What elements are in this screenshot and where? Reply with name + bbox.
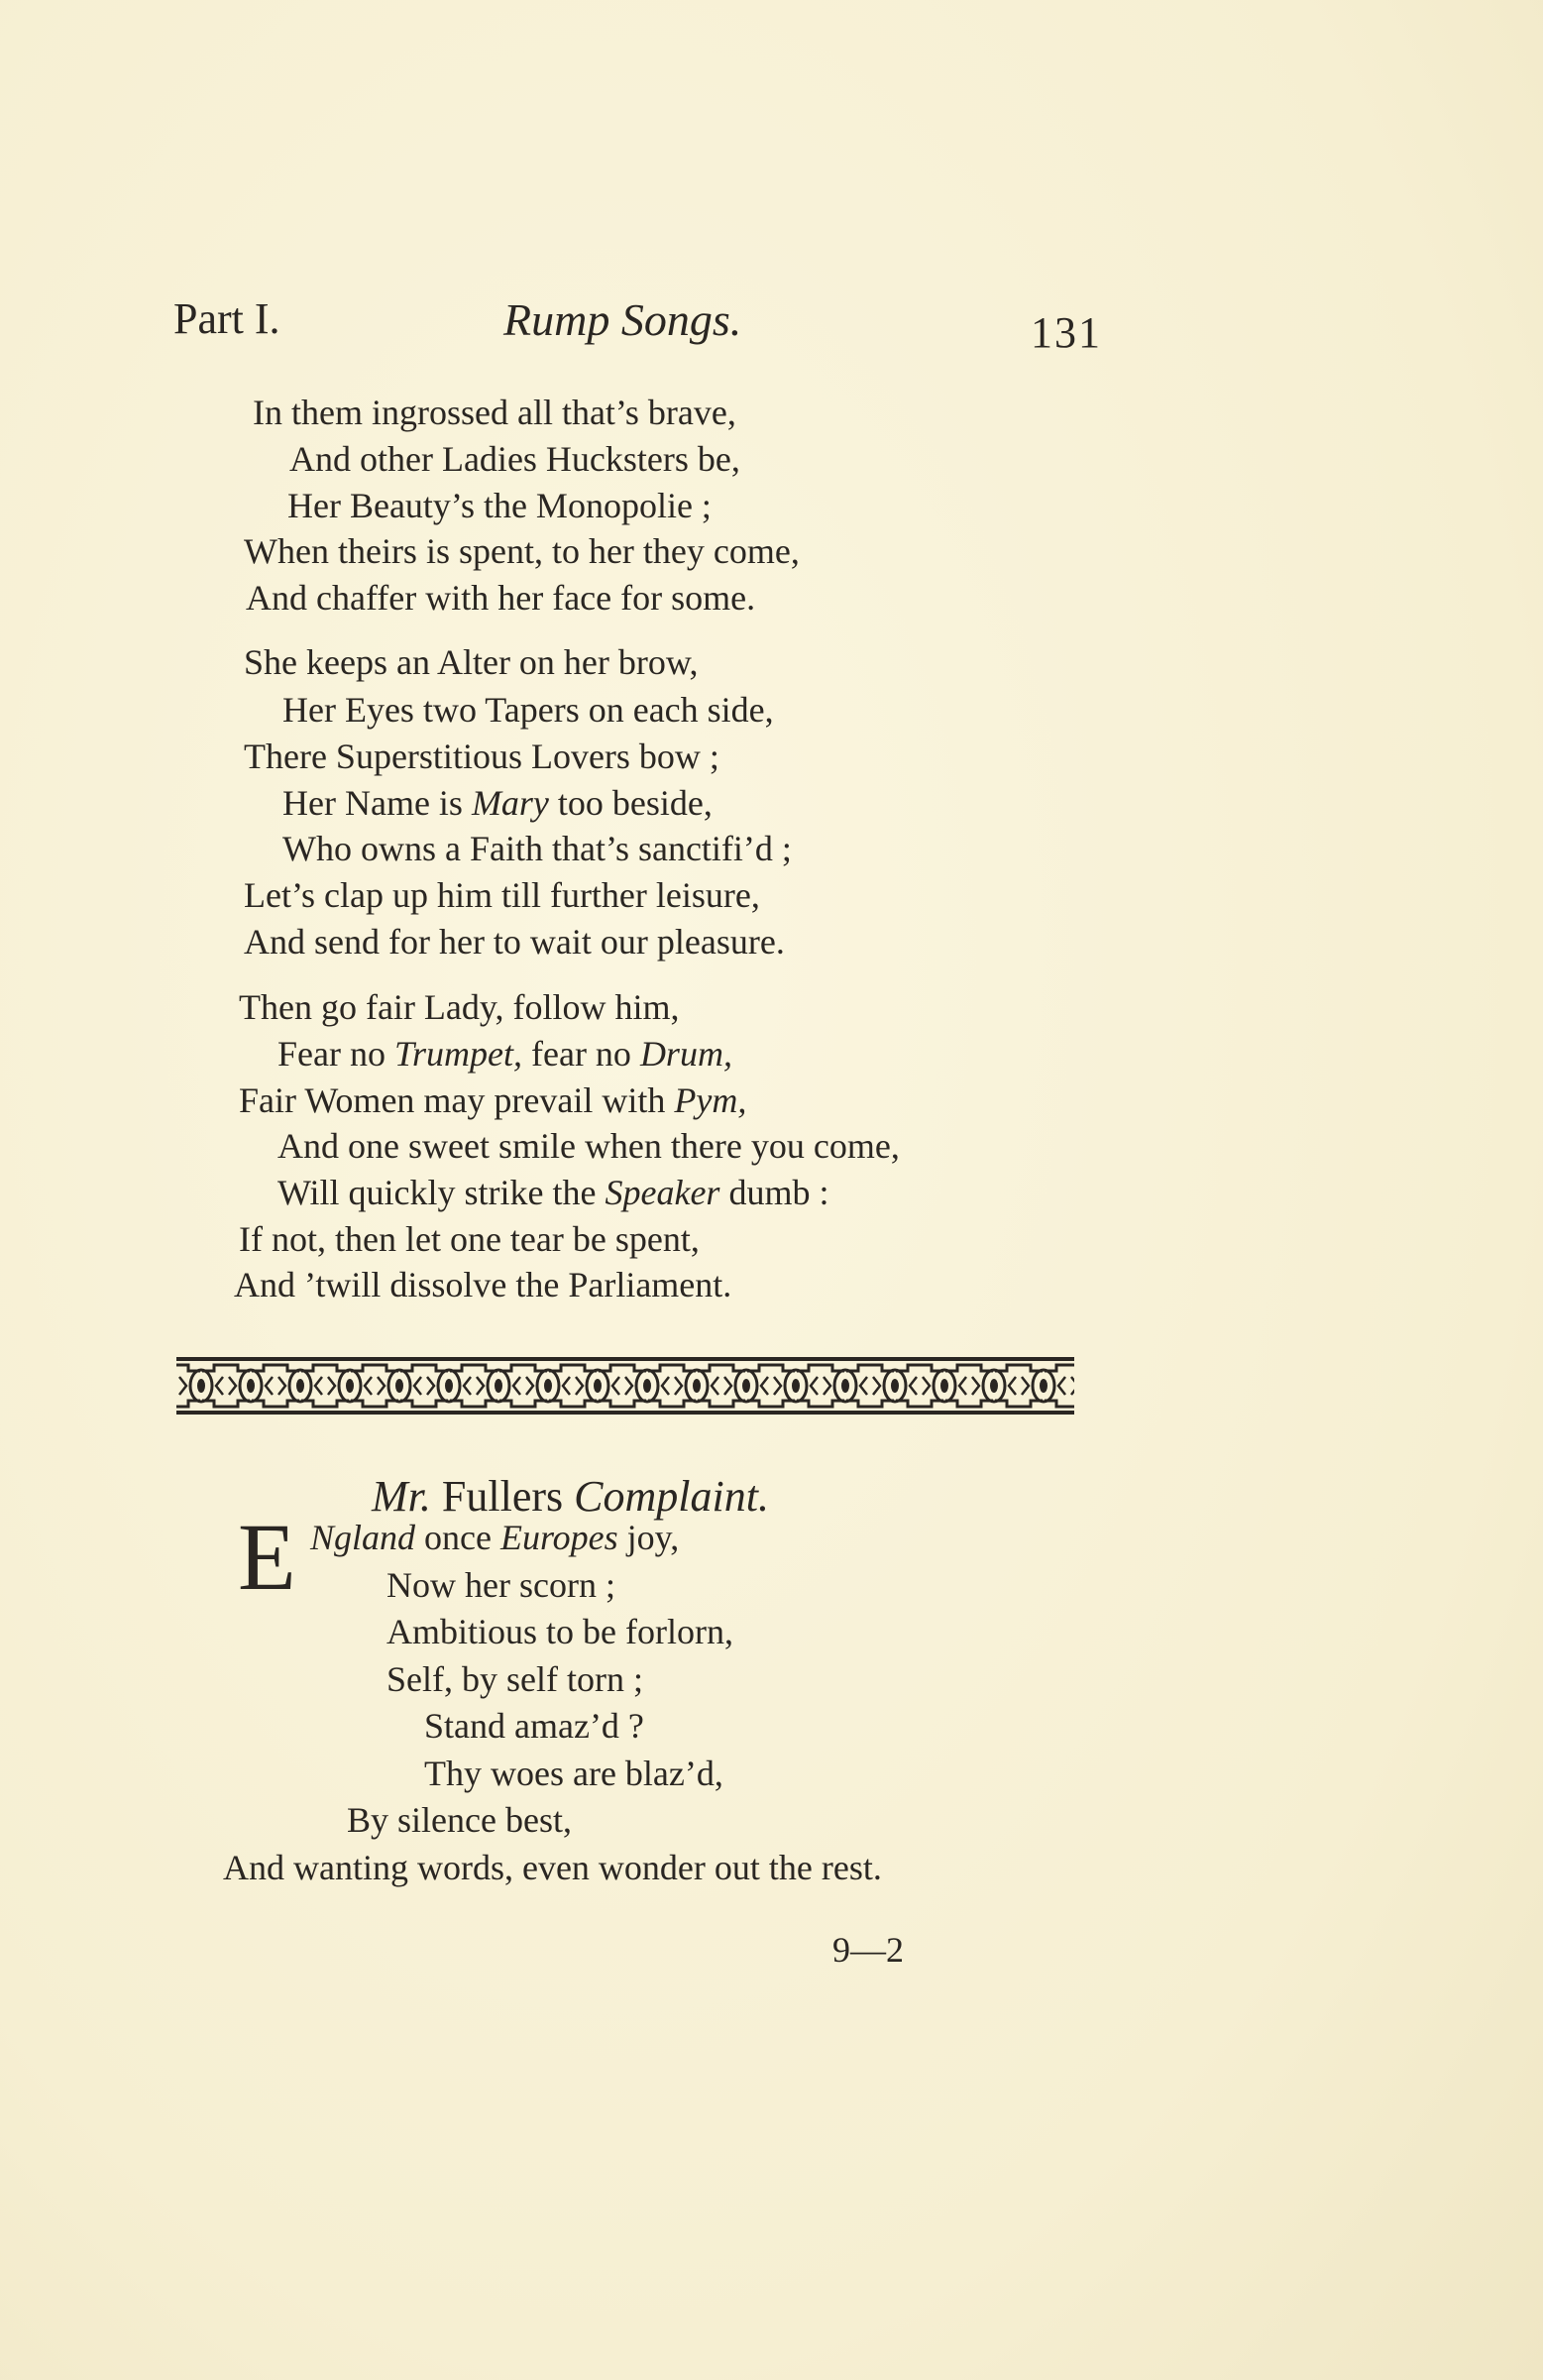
title-middle: Fullers bbox=[430, 1472, 575, 1521]
verse-line bbox=[239, 989, 680, 1025]
drop-cap: E bbox=[238, 1504, 296, 1610]
line-segment: Fair Women may prevail with bbox=[239, 1080, 675, 1120]
line-segment: Will quickly strike the bbox=[277, 1173, 606, 1212]
line-segment: Speaker bbox=[605, 1173, 720, 1212]
poem-title bbox=[372, 1471, 769, 1522]
verse-line bbox=[347, 1802, 572, 1838]
line-segment: And send for her to wait our pleasure. bbox=[244, 922, 785, 962]
verse-line bbox=[282, 692, 774, 728]
verse-line bbox=[282, 831, 792, 866]
signature-mark: 9—2 bbox=[832, 1930, 904, 1970]
verse-line bbox=[386, 1661, 643, 1697]
line-segment: Fear no bbox=[277, 1034, 394, 1074]
line-segment: Then go fair Lady, follow him, bbox=[239, 987, 680, 1027]
line-segment: too beside, bbox=[548, 783, 713, 823]
line-segment: Drum, bbox=[639, 1034, 732, 1074]
line-segment: Let’s clap up him till further leisure, bbox=[244, 875, 760, 915]
verse-line bbox=[277, 1036, 732, 1072]
verse-line bbox=[234, 1267, 731, 1303]
title-suffix: Complaint. bbox=[574, 1472, 769, 1521]
running-header bbox=[0, 293, 1543, 363]
verse-line bbox=[244, 924, 785, 960]
line-segment: Europes bbox=[499, 1518, 618, 1557]
verse-line bbox=[223, 1850, 882, 1885]
line-segment: Her Name is bbox=[282, 783, 472, 823]
page-number: 131 bbox=[1031, 308, 1102, 357]
verse-line bbox=[282, 785, 713, 821]
verse-line bbox=[287, 488, 712, 523]
line-segment: dumb : bbox=[719, 1173, 829, 1212]
line-segment: And one sweet smile when there you come, bbox=[277, 1126, 900, 1166]
line-segment: By silence best, bbox=[347, 1800, 572, 1840]
verse-line bbox=[244, 644, 699, 680]
verse-line bbox=[386, 1614, 733, 1649]
line-segment: Who owns a Faith that’s sanctifi’d ; bbox=[282, 829, 792, 868]
verse-line bbox=[246, 580, 755, 616]
line-segment: once bbox=[415, 1518, 500, 1557]
line-segment: There Superstitious Lovers bow ; bbox=[244, 737, 719, 776]
line-segment: Now her scorn ; bbox=[386, 1565, 615, 1605]
line-segment: And other Ladies Hucksters be, bbox=[289, 439, 740, 479]
verse-line bbox=[244, 877, 760, 913]
verse-line bbox=[289, 441, 740, 477]
decorative-border-ornament bbox=[176, 1351, 1074, 1420]
line-segment: If not, then let one tear be spent, bbox=[239, 1219, 700, 1259]
line-segment: Trumpet, bbox=[393, 1034, 522, 1074]
line-segment: She keeps an Alter on her brow, bbox=[244, 642, 699, 682]
line-segment: Her Beauty’s the Monopolie ; bbox=[287, 486, 712, 525]
line-segment: Self, by self torn ; bbox=[386, 1659, 643, 1699]
line-segment: Mary bbox=[471, 783, 549, 823]
verse-line bbox=[310, 1520, 679, 1555]
line-segment: Ngland bbox=[310, 1518, 416, 1557]
verse-line bbox=[277, 1175, 828, 1210]
line-segment: And ’twill dissolve the Parliament. bbox=[234, 1265, 732, 1304]
line-segment: In them ingrossed all that’s brave, bbox=[253, 393, 736, 432]
verse-line bbox=[244, 533, 800, 569]
line-segment: fear no bbox=[522, 1034, 640, 1074]
line-segment: Stand amaz’d ? bbox=[424, 1706, 644, 1746]
line-segment: When theirs is spent, to her they come, bbox=[244, 531, 800, 571]
title-prefix: Mr. bbox=[372, 1472, 431, 1521]
verse-line bbox=[277, 1128, 900, 1164]
verse-line bbox=[424, 1708, 644, 1744]
line-segment: Thy woes are blaz’d, bbox=[424, 1754, 723, 1793]
verse-line bbox=[424, 1756, 723, 1791]
line-segment: joy, bbox=[617, 1518, 680, 1557]
verse-line bbox=[239, 1221, 700, 1257]
verse-line bbox=[239, 1082, 746, 1118]
line-segment: And chaffer with her face for some. bbox=[246, 578, 756, 618]
verse-line bbox=[244, 738, 719, 774]
verse-line bbox=[386, 1567, 615, 1603]
line-segment: And wanting words, even wonder out the rest. bbox=[223, 1848, 882, 1887]
running-title: Rump Songs. bbox=[503, 294, 742, 345]
line-segment: Pym, bbox=[674, 1080, 747, 1120]
section-label: Part I. bbox=[173, 294, 280, 343]
line-segment: Ambitious to be forlorn, bbox=[386, 1612, 733, 1651]
verse-line bbox=[253, 395, 736, 430]
line-segment: Her Eyes two Tapers on each side, bbox=[282, 690, 774, 730]
